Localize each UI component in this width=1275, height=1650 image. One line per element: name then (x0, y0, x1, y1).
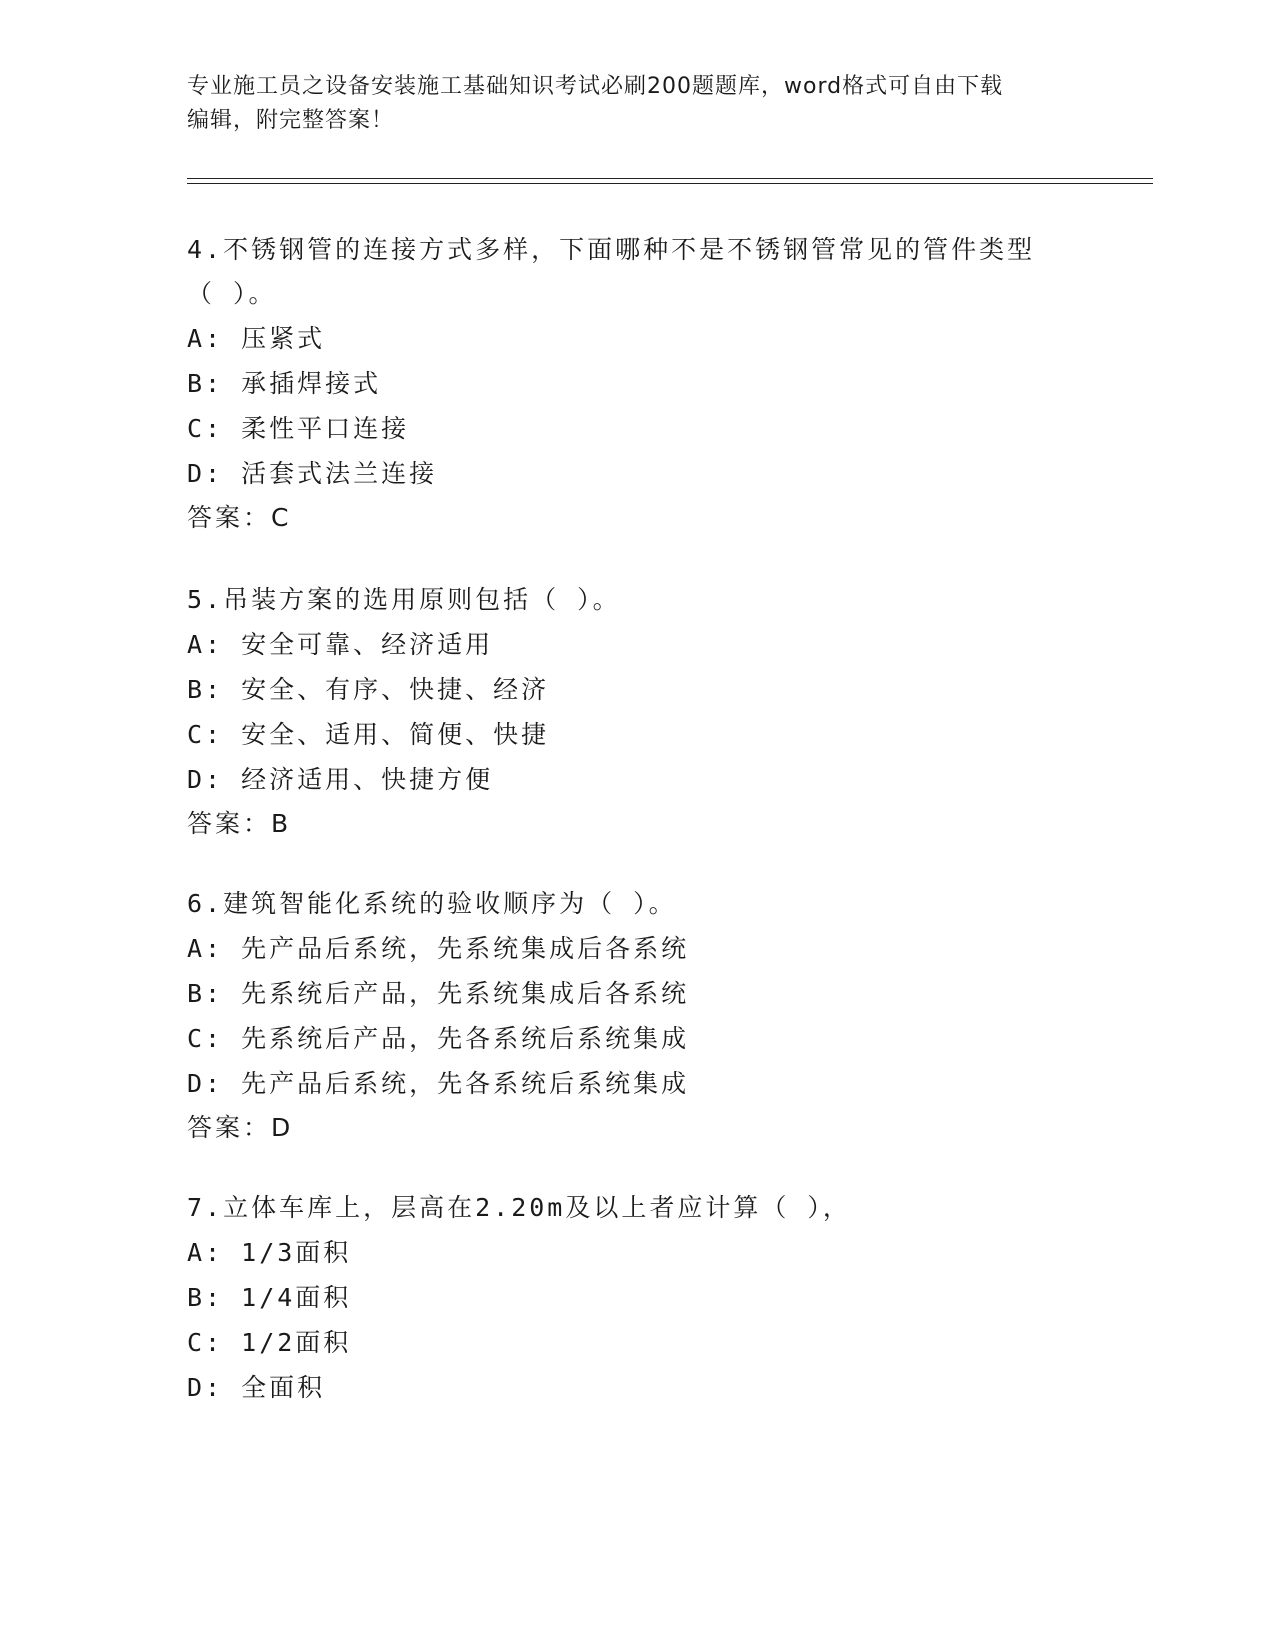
answer-value: C (271, 503, 290, 532)
answer-label: 答案： (187, 809, 272, 838)
option-d: D: 先产品后系统，先各系统后系统集成 (187, 1069, 690, 1098)
header-divider-bottom (187, 183, 1153, 184)
answer-line (187, 1110, 1087, 1146)
question-title: 7.立体车库上，层高在2.20m及以上者应计算（ ）， (187, 1193, 851, 1222)
answer-value: B (271, 809, 290, 838)
question-title-continued: （ ）。 (187, 279, 277, 308)
answer-line (187, 806, 1087, 842)
header-line-2: 编辑，附完整答案！ (187, 108, 395, 133)
question-title: 5.吊装方案的选用原则包括（ ）。 (187, 585, 621, 614)
question-7 (187, 1190, 1087, 1406)
header-divider-top (187, 178, 1153, 179)
option-d: D: 全面积 (187, 1373, 326, 1402)
answer-label: 答案： (187, 1113, 272, 1142)
question-title: 6.建筑智能化系统的验收顺序为（ ）。 (187, 889, 677, 918)
header-line-1: 专业施工员之设备安装施工基础知识考试必刷200题题库，word格式可自由下载 (187, 74, 1004, 99)
question-6 (187, 886, 1087, 1146)
answer-line (187, 500, 1087, 536)
question-4 (187, 232, 1087, 536)
option-b: B: 安全、有序、快捷、经济 (187, 675, 550, 704)
option-a: A: 1/3面积 (187, 1238, 352, 1267)
option-d: D: 经济适用、快捷方便 (187, 765, 494, 794)
answer-value: D (271, 1113, 292, 1142)
option-a: A: 安全可靠、经济适用 (187, 630, 494, 659)
answer-label: 答案： (187, 503, 272, 532)
option-d: D: 活套式法兰连接 (187, 459, 438, 488)
option-a: A: 压紧式 (187, 324, 326, 353)
question-5 (187, 582, 1087, 842)
question-title: 4.不锈钢管的连接方式多样，下面哪种不是不锈钢管常见的管件类型 (187, 235, 1036, 264)
option-c: C: 先系统后产品，先各系统后系统集成 (187, 1024, 690, 1053)
option-b: B: 承插焊接式 (187, 369, 382, 398)
option-b: B: 1/4面积 (187, 1283, 352, 1312)
option-c: C: 安全、适用、简便、快捷 (187, 720, 550, 749)
option-c: C: 1/2面积 (187, 1328, 352, 1357)
document-header (187, 70, 1087, 138)
option-b: B: 先系统后产品，先系统集成后各系统 (187, 979, 690, 1008)
option-a: A: 先产品后系统，先系统集成后各系统 (187, 934, 690, 963)
option-c: C: 柔性平口连接 (187, 414, 410, 443)
